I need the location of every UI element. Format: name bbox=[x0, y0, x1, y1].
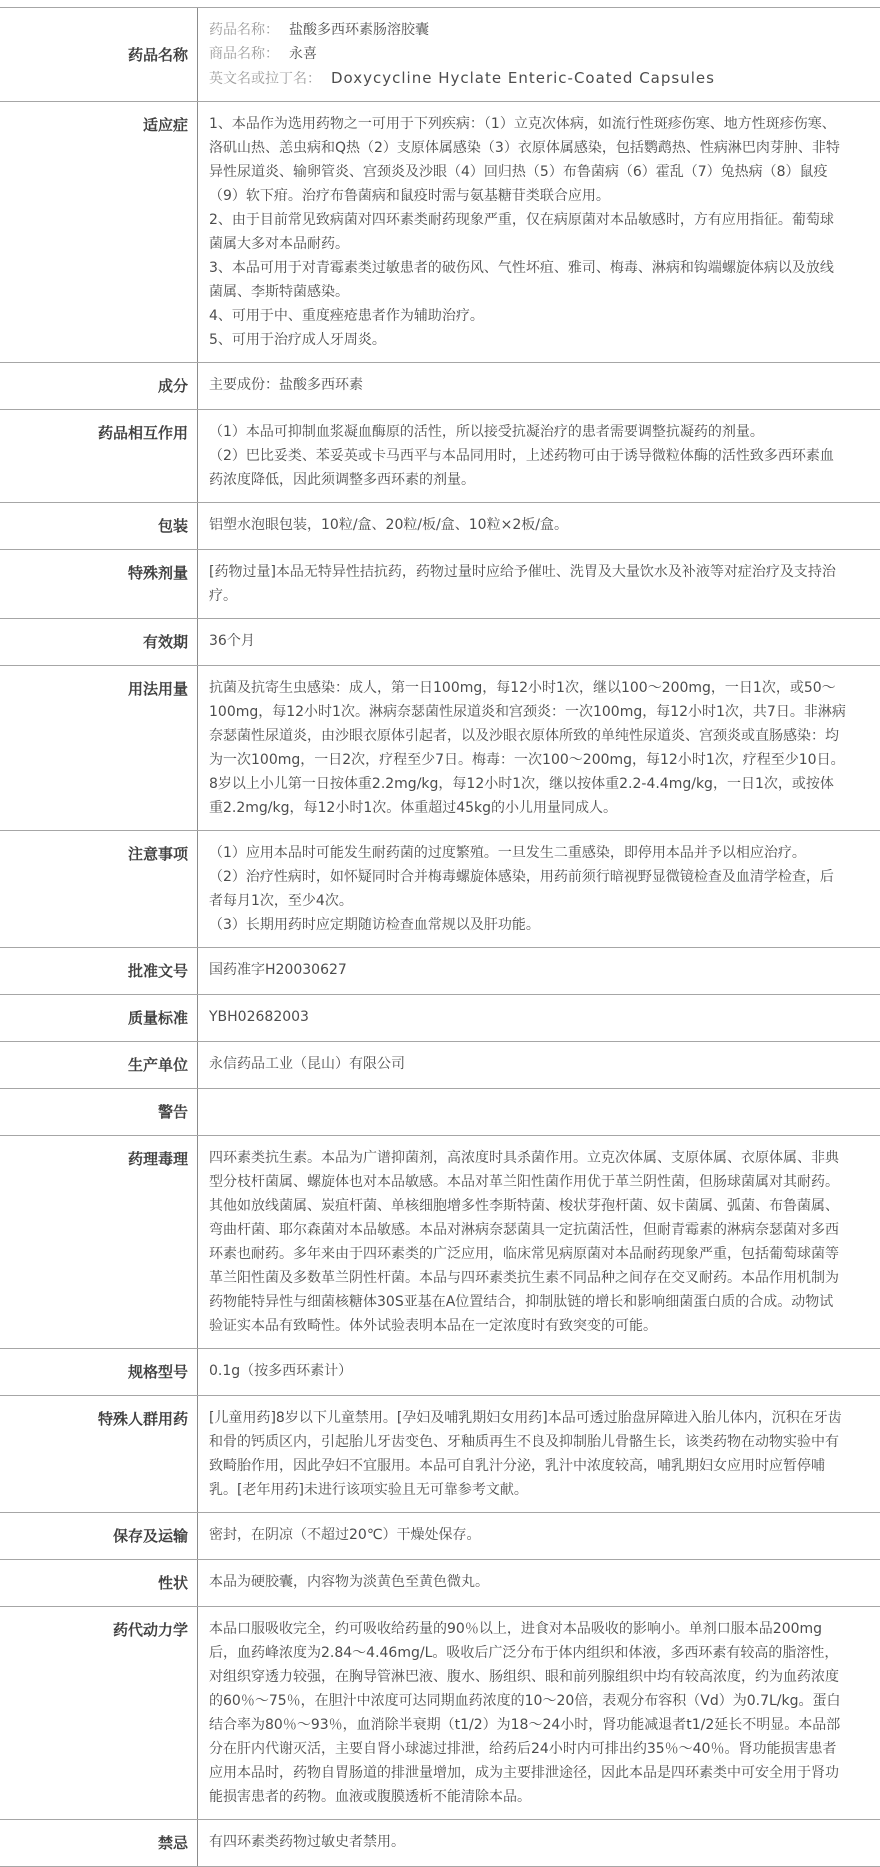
table-row bbox=[0, 1513, 880, 1560]
row-label: 警告 bbox=[0, 1089, 198, 1135]
row-content bbox=[198, 1136, 880, 1348]
table-row bbox=[0, 948, 880, 995]
row-content bbox=[198, 995, 880, 1041]
row-content bbox=[198, 1396, 880, 1512]
row-content bbox=[198, 831, 880, 947]
row-content bbox=[198, 8, 880, 101]
table-row bbox=[0, 1820, 880, 1867]
row-label: 包装 bbox=[0, 503, 198, 549]
content-paragraph: 永信药品工业（昆山）有限公司 bbox=[209, 1056, 405, 1072]
content-paragraph: 抗菌及抗寄生虫感染：成人，第一日100mg，每12小时1次，继以100～200mg，一日1次，或50～100mg，每12小时1次。淋病奈瑟菌性尿道炎和宫颈炎：一次100mg，每12小时1次，共7日。非淋病奈瑟菌性尿道炎，由沙眼衣原体引起者，以及沙眼衣原体所致的单纯性尿道炎、宫颈炎或直肠感染：均为一次100mg，一日2次，疗程至少7日。梅毒：一次100～200mg，每12小时1次，疗程至少10日。 bbox=[209, 680, 846, 768]
content-paragraph: （1）应用本品时可能发生耐药菌的过度繁殖。一旦发生二重感染，即停用本品并予以相应治疗。 bbox=[209, 845, 806, 861]
table-row bbox=[0, 1349, 880, 1396]
table-row bbox=[0, 1136, 880, 1349]
content-paragraph: 本品口服吸收完全，约可吸收给药量的90％以上，进食对本品吸收的影响小。单剂口服本品200mg后，血药峰浓度为2.84～4.46mg/L。吸收后广泛分布于体内组织和体液，多西环素有较高的脂溶性，对组织穿透力较强，在胸导管淋巴液、腹水、肠组织、眼和前列腺组织中均有较高浓度，约为血药浓度的60％～75％，在胆汁中浓度可达同期血药浓度的10～20倍，表观分布容积（Vd）为0.7L/kg。蛋白结合率为80％～93％，血消除半衰期（t1/2）为18～24小时，肾功能减退者t1/2延长不明显。本品部分在肝内代谢灭活，主要自肾小球滤过排泄，给药后24小时内可排出约35％～40％。肾功能损害患者应用本品时，药物自胃肠道的排泄量增加，成为主要排泄途径，因此本品是四环素类中可安全用于肾功能损害患者的药物。血液或腹膜透析不能清除本品。 bbox=[209, 1621, 841, 1805]
row-label: 适应症 bbox=[0, 102, 198, 362]
content-paragraph: [儿童用药]8岁以下儿童禁用。[孕妇及哺乳期妇女用药]本品可透过胎盘屏障进入胎儿体内，沉积在牙齿和骨的钙质区内，引起胎儿牙齿变色、牙釉质再生不良及抑制胎儿骨骼生长，该类药物在动物实验中有致畸胎作用，因此孕妇不宜服用。本品可自乳汁分泌，乳汁中浓度较高，哺乳期妇女应用时应暂停哺乳。[老年用药]未进行该项实验且无可靠参考文献。 bbox=[209, 1410, 842, 1498]
table-row bbox=[0, 8, 880, 102]
table-row bbox=[0, 102, 880, 363]
content-paragraph: 2、由于目前常见致病菌对四环素类耐药现象严重，仅在病原菌对本品敏感时，方有应用指征。葡萄球菌属大多对本品耐药。 bbox=[209, 212, 834, 252]
row-label: 特殊人群用药 bbox=[0, 1396, 198, 1512]
content-paragraph: 4、可用于中、重度痤疮患者作为辅助治疗。 bbox=[209, 308, 484, 324]
table-row bbox=[0, 1042, 880, 1089]
table-row bbox=[0, 503, 880, 550]
row-label: 成分 bbox=[0, 363, 198, 409]
field-value: Doxycycline Hyclate Enteric-Coated Capsules bbox=[331, 69, 715, 87]
row-label: 药理毒理 bbox=[0, 1136, 198, 1348]
content-paragraph: 3、本品可用于对青霉素类过敏患者的破伤风、气性坏疽、雅司、梅毒、淋病和钩端螺旋体病以及放线菌属、李斯特菌感染。 bbox=[209, 260, 834, 300]
row-content bbox=[198, 948, 880, 994]
drug-info-table bbox=[0, 7, 880, 1867]
content-paragraph: 36个月 bbox=[209, 633, 255, 649]
content-paragraph: 主要成份：盐酸多西环素 bbox=[209, 377, 363, 393]
row-label: 批准文号 bbox=[0, 948, 198, 994]
row-content bbox=[198, 1349, 880, 1395]
row-content bbox=[198, 102, 880, 362]
content-paragraph: （1）本品可抑制血浆凝血酶原的活性，所以接受抗凝治疗的患者需要调整抗凝药的剂量。 bbox=[209, 424, 764, 440]
content-paragraph: 8岁以上小儿第一日按体重2.2mg/kg，每12小时1次，继以按体重2.2-4.4mg/kg，一日1次，或按体重2.2mg/kg，每12小时1次。体重超过45kg的小儿用量同成人。 bbox=[209, 776, 834, 816]
table-row bbox=[0, 1607, 880, 1820]
row-label: 生产单位 bbox=[0, 1042, 198, 1088]
row-content bbox=[198, 410, 880, 502]
row-content bbox=[198, 1560, 880, 1606]
row-content bbox=[198, 1513, 880, 1559]
row-label: 有效期 bbox=[0, 619, 198, 665]
row-label: 药品名称 bbox=[0, 8, 198, 101]
content-paragraph: （2）治疗性病时，如怀疑同时合并梅毒螺旋体感染，用药前须行暗视野显微镜检查及血清学检查，后者每月1次，至少4次。 bbox=[209, 869, 834, 909]
table-row bbox=[0, 1396, 880, 1513]
field-line bbox=[209, 18, 846, 42]
content-paragraph: [药物过量]本品无特异性拮抗药，药物过量时应给予催吐、洗胃及大量饮水及补液等对症治疗及支持治疗。 bbox=[209, 564, 836, 604]
row-content bbox=[198, 1820, 880, 1866]
row-content bbox=[198, 619, 880, 665]
row-label: 保存及运输 bbox=[0, 1513, 198, 1559]
table-row bbox=[0, 363, 880, 410]
table-row bbox=[0, 550, 880, 619]
row-content bbox=[198, 503, 880, 549]
row-label: 规格型号 bbox=[0, 1349, 198, 1395]
field-line bbox=[209, 42, 846, 66]
table-row bbox=[0, 831, 880, 948]
content-paragraph: 5、可用于治疗成人牙周炎。 bbox=[209, 332, 386, 348]
content-paragraph: （3）长期用药时应定期随访检查血常规以及肝功能。 bbox=[209, 917, 540, 933]
table-row bbox=[0, 1089, 880, 1136]
content-paragraph: 0.1g（按多西环素计） bbox=[209, 1363, 353, 1379]
content-paragraph: （2）巴比妥类、苯妥英或卡马西平与本品同用时，上述药物可由于诱导微粒体酶的活性致多西环素血药浓度降低，因此须调整多西环素的剂量。 bbox=[209, 448, 834, 488]
drug-info-sheet bbox=[0, 7, 880, 1867]
content-paragraph: 密封，在阴凉（不超过20℃）干燥处保存。 bbox=[209, 1527, 481, 1543]
field-key: 药品名称： bbox=[209, 22, 279, 38]
row-label: 特殊剂量 bbox=[0, 550, 198, 618]
field-value: 永喜 bbox=[289, 46, 317, 62]
content-paragraph: 1、本品作为选用药物之一可用于下列疾病：（1）立克次体病，如流行性斑疹伤寒、地方性斑疹伤寒、洛矶山热、恙虫病和Q热（2）支原体属感染（3）衣原体属感染，包括鹦鹉热、性病淋巴肉芽肿、非特异性尿道炎、输卵管炎、宫颈炎及沙眼（4）回归热（5）布鲁菌病（6）霍乱（7）兔热病（8）鼠疫（9）软下疳。治疗布鲁菌病和鼠疫时需与氨基糖苷类联合应用。 bbox=[209, 116, 840, 204]
content-paragraph: 铝塑水泡眼包装，10粒/盒、20粒/板/盒、10粒×2板/盒。 bbox=[209, 517, 568, 533]
row-label: 质量标准 bbox=[0, 995, 198, 1041]
table-row bbox=[0, 995, 880, 1042]
row-label: 药代动力学 bbox=[0, 1607, 198, 1819]
row-label: 性状 bbox=[0, 1560, 198, 1606]
row-label: 注意事项 bbox=[0, 831, 198, 947]
table-row bbox=[0, 1560, 880, 1607]
field-key: 英文名或拉丁名： bbox=[209, 71, 321, 87]
row-content bbox=[198, 1607, 880, 1819]
row-content bbox=[198, 666, 880, 830]
content-paragraph: 本品为硬胶囊，内容物为淡黄色至黄色微丸。 bbox=[209, 1574, 489, 1590]
row-label: 药品相互作用 bbox=[0, 410, 198, 502]
content-paragraph: 有四环素类药物过敏史者禁用。 bbox=[209, 1834, 405, 1850]
table-row bbox=[0, 410, 880, 503]
field-key: 商品名称： bbox=[209, 46, 279, 62]
row-label: 禁忌 bbox=[0, 1820, 198, 1866]
row-content bbox=[198, 1089, 880, 1135]
table-row bbox=[0, 619, 880, 666]
content-paragraph: 国药准字H20030627 bbox=[209, 962, 347, 978]
row-content bbox=[198, 363, 880, 409]
field-value: 盐酸多西环素肠溶胶囊 bbox=[289, 22, 429, 38]
table-row bbox=[0, 666, 880, 831]
content-paragraph: YBH02682003 bbox=[209, 1009, 309, 1025]
row-content bbox=[198, 550, 880, 618]
row-label: 用法用量 bbox=[0, 666, 198, 830]
row-content bbox=[198, 1042, 880, 1088]
field-line bbox=[209, 66, 846, 91]
content-paragraph: 四环素类抗生素。本品为广谱抑菌剂，高浓度时具杀菌作用。立克次体属、支原体属、衣原体属、非典型分枝杆菌属、螺旋体也对本品敏感。本品对革兰阳性菌作用优于革兰阴性菌，但肠球菌属对其耐药。其他如放线菌属、炭疽杆菌、单核细胞增多性李斯特菌、梭状芽孢杆菌、奴卡菌属、弧菌、布鲁菌属、弯曲杆菌、耶尔森菌对本品敏感。本品对淋病奈瑟菌具一定抗菌活性，但耐青霉素的淋病奈瑟菌对多西环素也耐药。多年来由于四环素类的广泛应用，临床常见病原菌对本品耐药现象严重，包括葡萄球菌等革兰阳性菌及多数革兰阴性杆菌。本品与四环素类抗生素不同品种之间存在交叉耐药。本品作用机制为药物能特异性与细菌核糖体30S亚基在A位置结合，抑制肽链的增长和影响细菌蛋白质的合成。动物试验证实本品有致畸性。体外试验表明本品在一定浓度时有致突变的可能。 bbox=[209, 1150, 839, 1334]
